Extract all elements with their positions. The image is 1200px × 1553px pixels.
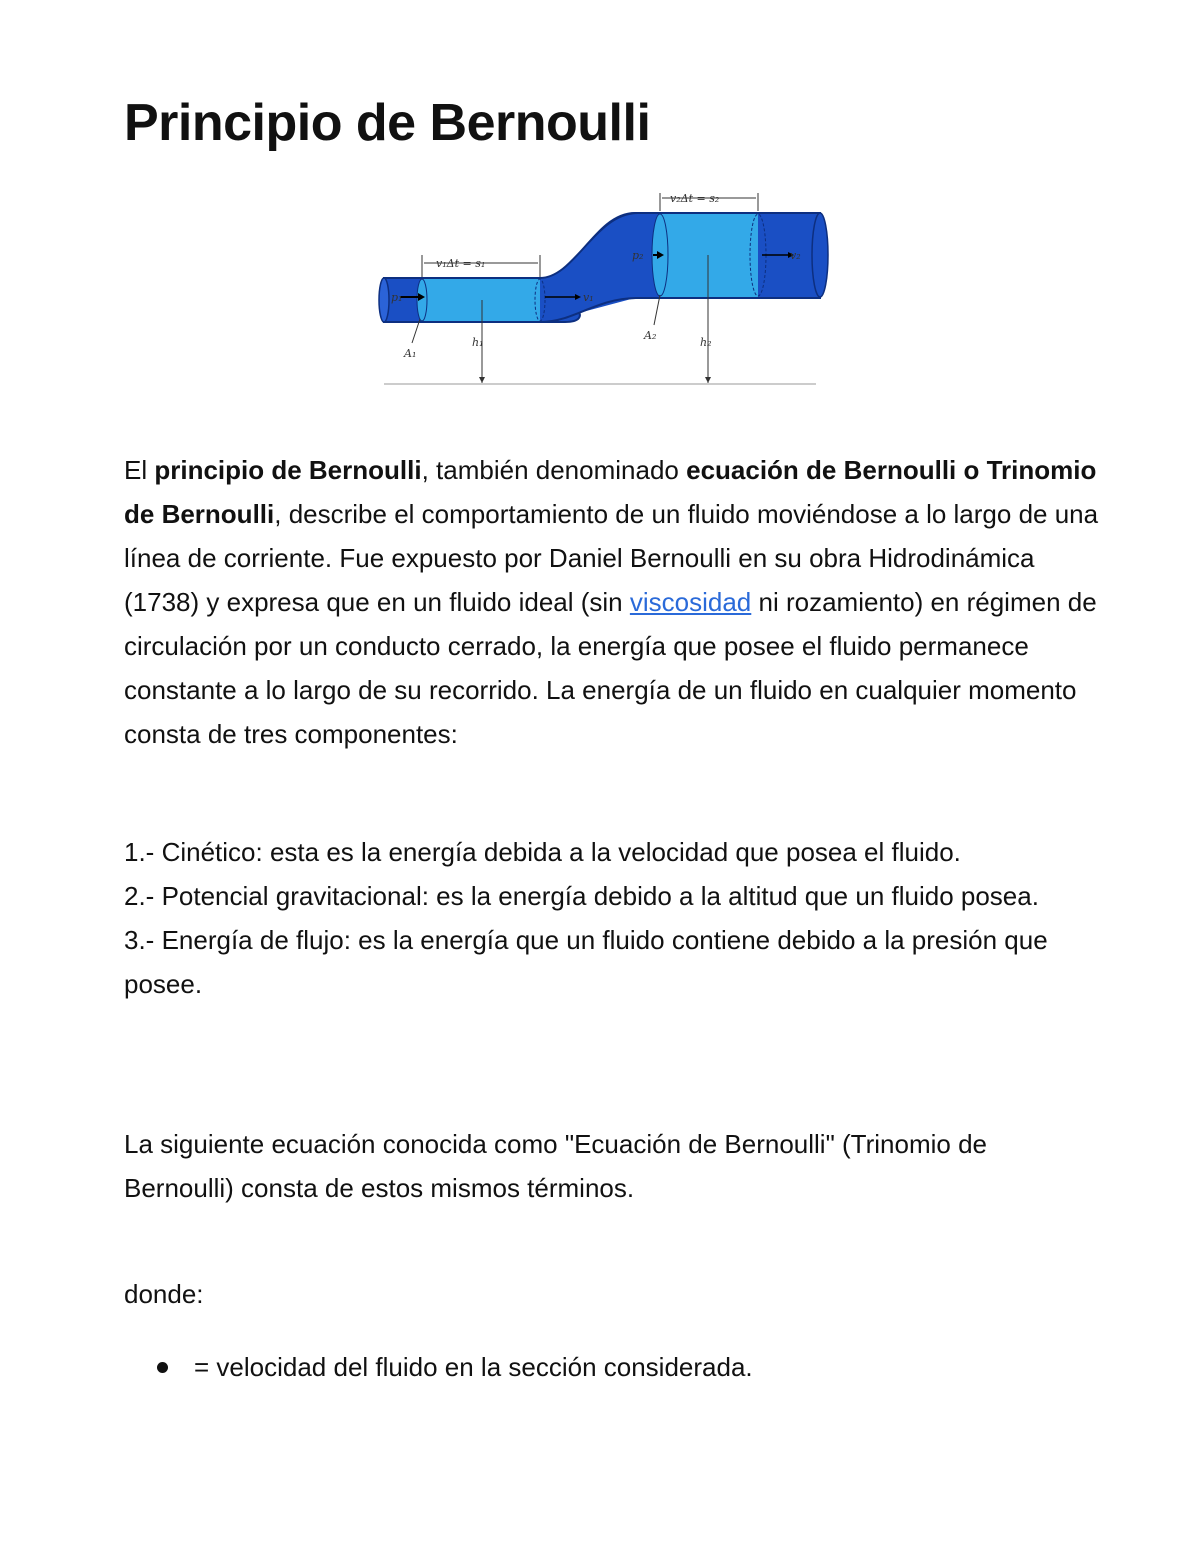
- list-item: [124, 1345, 753, 1389]
- list-item: 2.- Potencial gravitacional: es la energía debido a la altitud que un fluido posea.: [124, 881, 1039, 911]
- bullet-icon: [157, 1362, 168, 1373]
- donde-label: donde:: [124, 1279, 204, 1309]
- label-h2: h₂: [700, 336, 712, 349]
- label-A1: A₁: [404, 347, 417, 360]
- definitions-list: [124, 1345, 753, 1389]
- label-p1: p₁: [391, 291, 403, 304]
- bernoulli-pipe-diagram: [370, 185, 830, 395]
- page-title: Principio de Bernoulli: [124, 94, 651, 152]
- text-span: El: [124, 455, 155, 485]
- label-h1: h₁: [472, 336, 484, 349]
- text-span: , también denominado: [421, 455, 687, 485]
- bold-term: principio de Bernoulli: [154, 455, 422, 485]
- fluid-slug-1: [422, 279, 540, 321]
- label-v2: v₂: [790, 249, 801, 262]
- label-p2: p₂: [632, 249, 644, 262]
- label-A2: A₂: [644, 329, 657, 342]
- label-s1: v₁Δt = s₁: [436, 257, 486, 270]
- label-s2: v₂Δt = s₂: [670, 192, 720, 205]
- components-list: [124, 830, 1104, 1006]
- equation-paragraph: La siguiente ecuación conocida como "Ecuación de Bernoulli" (Trinomio de Bernoulli) consta de estos mismos términos.: [124, 1129, 987, 1203]
- text-span: , describe el comportamiento de un fluido moviéndose a lo largo de una línea de corriente. Fue expuesto por Daniel Bernoulli en su obra Hidrodinámica (1738) y expresa que en un fluido ideal (sin: [124, 499, 1099, 617]
- text-span: ni rozamiento) en régimen de circulación por un conducto cerrado, la energía que posee el fluido permanece constante a lo largo de su recorrido. La energía de un fluido en cualquier momento consta de tres componentes:: [124, 587, 1097, 749]
- bullet-text: = velocidad del fluido en la sección considerada.: [194, 1352, 753, 1382]
- label-v1: v₁: [583, 291, 594, 304]
- fluid-slug-2: [660, 214, 758, 297]
- list-item: 3.- Energía de flujo: es la energía que un fluido contiene debido a la presión que posee.: [124, 925, 1048, 999]
- list-item: 1.- Cinético: esta es la energía debida a la velocidad que posea el fluido.: [124, 837, 961, 867]
- bold-term: ecuación de Bernoulli o Trinomio de Bernoulli: [124, 455, 1097, 529]
- viscosidad-link[interactable]: viscosidad: [629, 587, 752, 617]
- intro-paragraph: [124, 448, 1104, 756]
